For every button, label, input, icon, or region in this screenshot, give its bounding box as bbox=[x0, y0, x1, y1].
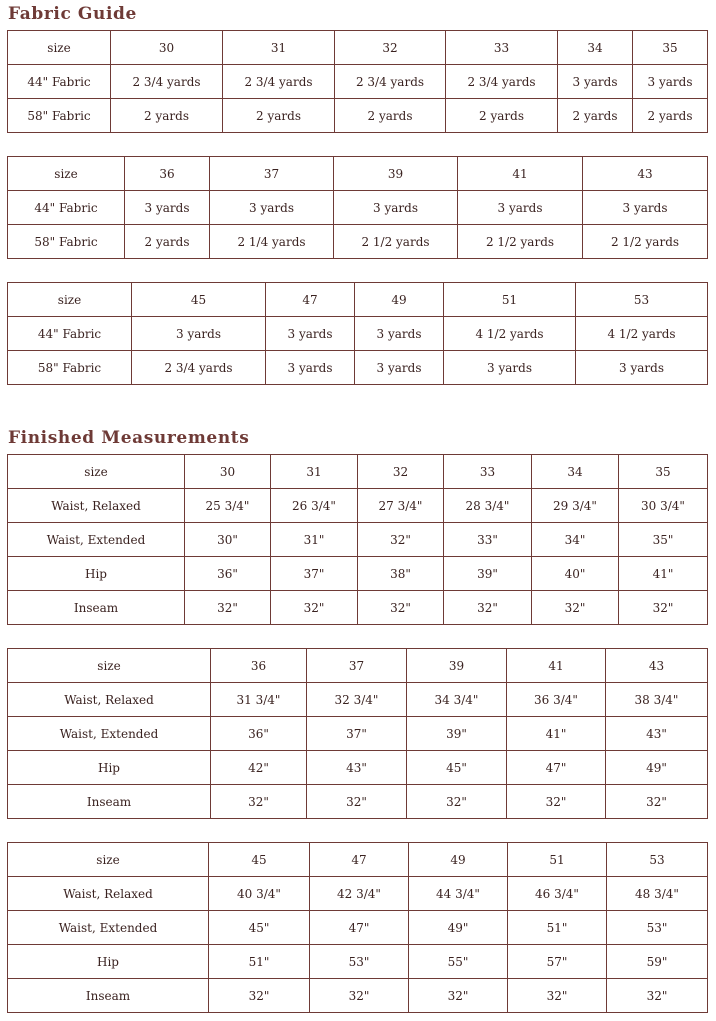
value-cell: 51" bbox=[209, 945, 310, 979]
row-label-cell: 58" Fabric bbox=[8, 351, 132, 385]
row-label-cell: 58" Fabric bbox=[8, 225, 125, 259]
value-cell: 32 bbox=[358, 455, 444, 489]
value-cell: 3 yards bbox=[583, 191, 708, 225]
value-cell: 2 3/4 yards bbox=[446, 65, 558, 99]
value-cell: 32" bbox=[358, 523, 444, 557]
row-label-cell: Inseam bbox=[8, 785, 211, 819]
value-cell: 45" bbox=[209, 911, 310, 945]
value-cell: 2 1/2 yards bbox=[583, 225, 708, 259]
value-cell: 37 bbox=[307, 649, 407, 683]
table-row bbox=[8, 979, 708, 1013]
value-cell: 41 bbox=[458, 157, 583, 191]
value-cell: 2 yards bbox=[111, 99, 223, 133]
value-cell: 45" bbox=[407, 751, 507, 785]
value-cell: 47 bbox=[266, 283, 355, 317]
value-cell: 32" bbox=[209, 979, 310, 1013]
row-label-cell: Waist, Extended bbox=[8, 523, 185, 557]
value-cell: 32" bbox=[185, 591, 271, 625]
value-cell: 35 bbox=[633, 31, 708, 65]
value-cell: 51" bbox=[508, 911, 607, 945]
value-cell: 3 yards bbox=[266, 317, 355, 351]
value-cell: 2 yards bbox=[633, 99, 708, 133]
row-label-cell: Waist, Relaxed bbox=[8, 877, 209, 911]
header-row bbox=[8, 843, 708, 877]
value-cell: 2 3/4 yards bbox=[111, 65, 223, 99]
value-cell: 32" bbox=[358, 591, 444, 625]
value-cell: 34 bbox=[532, 455, 619, 489]
value-cell: 35" bbox=[619, 523, 708, 557]
row-label-cell: 44" Fabric bbox=[8, 317, 132, 351]
value-cell: 32" bbox=[606, 785, 708, 819]
table-row bbox=[8, 591, 708, 625]
table-row bbox=[8, 751, 708, 785]
value-cell: 3 yards bbox=[210, 191, 334, 225]
value-cell: 2 3/4 yards bbox=[335, 65, 446, 99]
finished-measurements-title: Finished Measurements bbox=[8, 428, 250, 448]
table-row bbox=[8, 523, 708, 557]
value-cell: 55" bbox=[409, 945, 508, 979]
value-cell: 47 bbox=[310, 843, 409, 877]
value-cell: 3 yards bbox=[458, 191, 583, 225]
value-cell: 41 bbox=[507, 649, 606, 683]
row-label-cell: Waist, Extended bbox=[8, 717, 211, 751]
row-label-cell: Waist, Relaxed bbox=[8, 683, 211, 717]
value-cell: 40 3/4" bbox=[209, 877, 310, 911]
value-cell: 32" bbox=[444, 591, 532, 625]
row-label-cell: size bbox=[8, 649, 211, 683]
value-cell: 32 bbox=[335, 31, 446, 65]
value-cell: 32 3/4" bbox=[307, 683, 407, 717]
value-cell: 3 yards bbox=[334, 191, 458, 225]
value-cell: 27 3/4" bbox=[358, 489, 444, 523]
value-cell: 43" bbox=[606, 717, 708, 751]
row-label-cell: Inseam bbox=[8, 979, 209, 1013]
value-cell: 35 bbox=[619, 455, 708, 489]
row-label-cell: 44" Fabric bbox=[8, 65, 111, 99]
row-label-cell: Waist, Relaxed bbox=[8, 489, 185, 523]
value-cell: 46 3/4" bbox=[508, 877, 607, 911]
value-cell: 3 yards bbox=[355, 351, 444, 385]
value-cell: 36" bbox=[185, 557, 271, 591]
value-cell: 37" bbox=[271, 557, 358, 591]
row-label-cell: 44" Fabric bbox=[8, 191, 125, 225]
table-row bbox=[8, 945, 708, 979]
table-row bbox=[8, 717, 708, 751]
value-cell: 32" bbox=[407, 785, 507, 819]
table-row bbox=[8, 351, 708, 385]
value-cell: 49 bbox=[409, 843, 508, 877]
table-row bbox=[8, 317, 708, 351]
table-row bbox=[8, 489, 708, 523]
value-cell: 2 3/4 yards bbox=[223, 65, 335, 99]
value-cell: 31 bbox=[223, 31, 335, 65]
value-cell: 39" bbox=[407, 717, 507, 751]
value-cell: 33 bbox=[446, 31, 558, 65]
table-row bbox=[8, 225, 708, 259]
value-cell: 2 yards bbox=[446, 99, 558, 133]
table-row bbox=[8, 785, 708, 819]
header-row bbox=[8, 455, 708, 489]
header-row bbox=[8, 157, 708, 191]
value-cell: 2 yards bbox=[335, 99, 446, 133]
row-label-cell: size bbox=[8, 283, 132, 317]
value-cell: 40" bbox=[532, 557, 619, 591]
value-cell: 30 bbox=[111, 31, 223, 65]
row-label-cell: Waist, Extended bbox=[8, 911, 209, 945]
value-cell: 49 bbox=[355, 283, 444, 317]
value-cell: 3 yards bbox=[132, 317, 266, 351]
value-cell: 31" bbox=[271, 523, 358, 557]
value-cell: 41" bbox=[619, 557, 708, 591]
value-cell: 37" bbox=[307, 717, 407, 751]
value-cell: 32" bbox=[271, 591, 358, 625]
value-cell: 2 1/4 yards bbox=[210, 225, 334, 259]
row-label-cell: Inseam bbox=[8, 591, 185, 625]
row-label-cell: size bbox=[8, 31, 111, 65]
value-cell: 3 yards bbox=[125, 191, 210, 225]
row-label-cell: 58" Fabric bbox=[8, 99, 111, 133]
value-cell: 31 3/4" bbox=[211, 683, 307, 717]
value-cell: 57" bbox=[508, 945, 607, 979]
value-cell: 59" bbox=[607, 945, 708, 979]
value-cell: 45 bbox=[209, 843, 310, 877]
value-cell: 30" bbox=[185, 523, 271, 557]
value-cell: 43 bbox=[583, 157, 708, 191]
value-cell: 2 3/4 yards bbox=[132, 351, 266, 385]
value-cell: 30 bbox=[185, 455, 271, 489]
row-label-cell: size bbox=[8, 455, 185, 489]
header-row bbox=[8, 31, 708, 65]
value-cell: 32" bbox=[507, 785, 606, 819]
value-cell: 2 yards bbox=[125, 225, 210, 259]
value-cell: 2 1/2 yards bbox=[458, 225, 583, 259]
value-cell: 4 1/2 yards bbox=[576, 317, 708, 351]
table-row bbox=[8, 877, 708, 911]
table-row bbox=[8, 683, 708, 717]
value-cell: 3 yards bbox=[444, 351, 576, 385]
value-cell: 51 bbox=[444, 283, 576, 317]
row-label-cell: size bbox=[8, 157, 125, 191]
row-label-cell: Hip bbox=[8, 557, 185, 591]
value-cell: 30 3/4" bbox=[619, 489, 708, 523]
value-cell: 42 3/4" bbox=[310, 877, 409, 911]
fabric-guide-table bbox=[7, 156, 708, 259]
value-cell: 32" bbox=[310, 979, 409, 1013]
fabric-guide-table bbox=[7, 30, 708, 133]
header-row bbox=[8, 649, 708, 683]
value-cell: 32" bbox=[409, 979, 508, 1013]
table-row bbox=[8, 911, 708, 945]
value-cell: 47" bbox=[310, 911, 409, 945]
value-cell: 38" bbox=[358, 557, 444, 591]
row-label-cell: size bbox=[8, 843, 209, 877]
value-cell: 53" bbox=[310, 945, 409, 979]
table-row bbox=[8, 99, 708, 133]
measurements-table bbox=[7, 648, 708, 819]
value-cell: 29 3/4" bbox=[532, 489, 619, 523]
value-cell: 32" bbox=[619, 591, 708, 625]
value-cell: 47" bbox=[507, 751, 606, 785]
value-cell: 32" bbox=[211, 785, 307, 819]
table-row bbox=[8, 557, 708, 591]
value-cell: 2 1/2 yards bbox=[334, 225, 458, 259]
value-cell: 39 bbox=[334, 157, 458, 191]
value-cell: 41" bbox=[507, 717, 606, 751]
value-cell: 36 bbox=[211, 649, 307, 683]
value-cell: 3 yards bbox=[355, 317, 444, 351]
value-cell: 2 yards bbox=[223, 99, 335, 133]
row-label-cell: Hip bbox=[8, 945, 209, 979]
value-cell: 32" bbox=[532, 591, 619, 625]
row-label-cell: Hip bbox=[8, 751, 211, 785]
value-cell: 36 3/4" bbox=[507, 683, 606, 717]
value-cell: 3 yards bbox=[576, 351, 708, 385]
value-cell: 34" bbox=[532, 523, 619, 557]
value-cell: 43 bbox=[606, 649, 708, 683]
value-cell: 31 bbox=[271, 455, 358, 489]
value-cell: 3 yards bbox=[633, 65, 708, 99]
value-cell: 53 bbox=[607, 843, 708, 877]
value-cell: 34 3/4" bbox=[407, 683, 507, 717]
value-cell: 3 yards bbox=[266, 351, 355, 385]
value-cell: 32" bbox=[508, 979, 607, 1013]
value-cell: 2 yards bbox=[558, 99, 633, 133]
value-cell: 49" bbox=[606, 751, 708, 785]
value-cell: 53 bbox=[576, 283, 708, 317]
value-cell: 33 bbox=[444, 455, 532, 489]
value-cell: 49" bbox=[409, 911, 508, 945]
value-cell: 38 3/4" bbox=[606, 683, 708, 717]
fabric-guide-table bbox=[7, 282, 708, 385]
fabric-guide-title: Fabric Guide bbox=[8, 4, 137, 24]
value-cell: 51 bbox=[508, 843, 607, 877]
value-cell: 28 3/4" bbox=[444, 489, 532, 523]
value-cell: 34 bbox=[558, 31, 633, 65]
value-cell: 32" bbox=[307, 785, 407, 819]
value-cell: 33" bbox=[444, 523, 532, 557]
value-cell: 45 bbox=[132, 283, 266, 317]
value-cell: 39 bbox=[407, 649, 507, 683]
value-cell: 32" bbox=[607, 979, 708, 1013]
value-cell: 37 bbox=[210, 157, 334, 191]
value-cell: 26 3/4" bbox=[271, 489, 358, 523]
value-cell: 53" bbox=[607, 911, 708, 945]
value-cell: 36" bbox=[211, 717, 307, 751]
table-row bbox=[8, 65, 708, 99]
table-row bbox=[8, 191, 708, 225]
value-cell: 44 3/4" bbox=[409, 877, 508, 911]
measurements-table bbox=[7, 842, 708, 1013]
value-cell: 4 1/2 yards bbox=[444, 317, 576, 351]
value-cell: 36 bbox=[125, 157, 210, 191]
measurements-table bbox=[7, 454, 708, 625]
value-cell: 42" bbox=[211, 751, 307, 785]
value-cell: 48 3/4" bbox=[607, 877, 708, 911]
value-cell: 3 yards bbox=[558, 65, 633, 99]
value-cell: 39" bbox=[444, 557, 532, 591]
header-row bbox=[8, 283, 708, 317]
value-cell: 43" bbox=[307, 751, 407, 785]
value-cell: 25 3/4" bbox=[185, 489, 271, 523]
